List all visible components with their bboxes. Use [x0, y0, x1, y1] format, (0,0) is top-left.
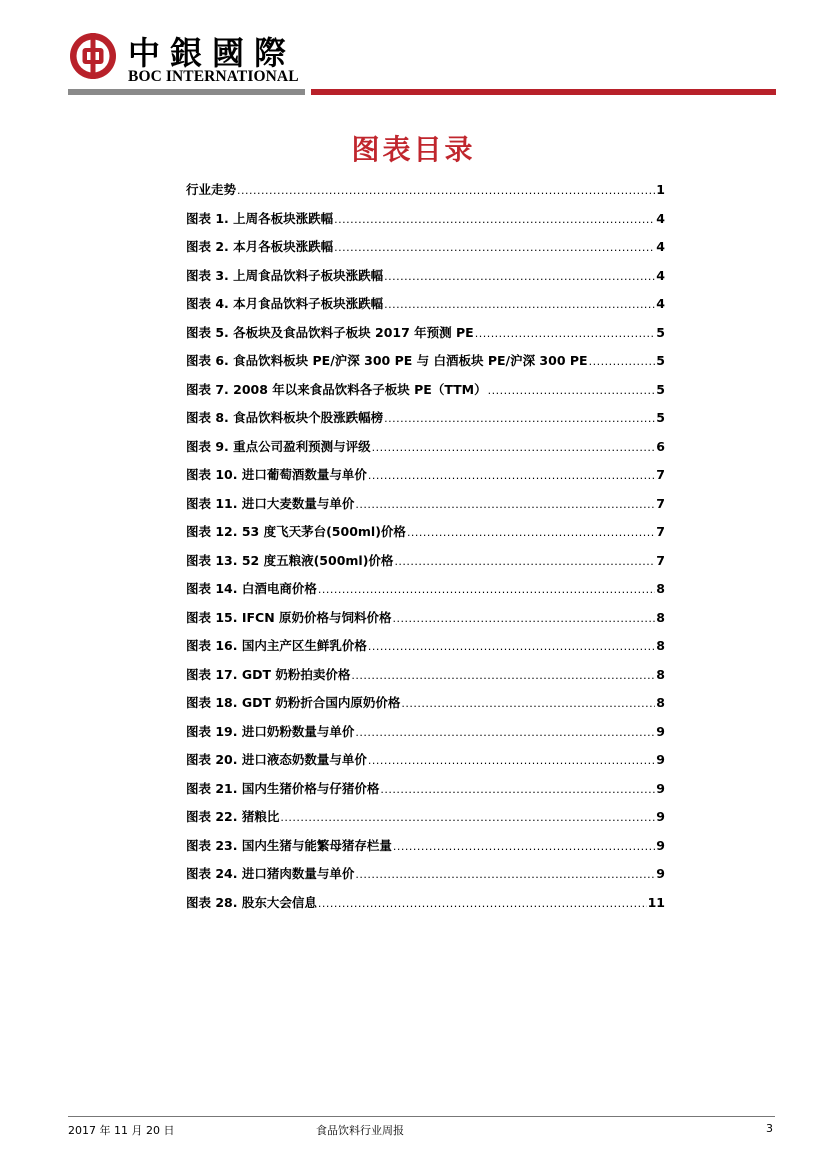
toc-dot-leader [318, 583, 655, 596]
toc-dot-leader [280, 811, 655, 824]
toc-entry[interactable] [186, 665, 665, 694]
toc-dot-leader [475, 327, 656, 340]
toc-entry-page: 6 [656, 438, 665, 454]
toc-dot-leader [401, 697, 655, 710]
toc-entry-page: 9 [656, 780, 665, 796]
toc-entry-page: 5 [656, 381, 665, 397]
toc-entry-label: 图表 14. 白酒电商价格 [186, 581, 317, 596]
toc-entry-label: 图表 5. 各板块及食品饮料子板块 2017 年预测 PE [186, 324, 474, 340]
page-title: 图表目录 [351, 133, 476, 166]
toc-entry[interactable] [186, 294, 665, 323]
toc-entry-label: 图表 21. 国内生猪价格与仔猪价格 [186, 780, 380, 796]
toc-entry[interactable] [186, 209, 665, 238]
toc-entry[interactable] [186, 836, 665, 865]
toc-entry-page: 8 [656, 581, 665, 596]
toc-dot-leader [384, 298, 655, 311]
footer-report-name: 食品饮料行业周报 [316, 1124, 404, 1137]
toc-entry-page: 9 [656, 752, 665, 767]
toc-entry[interactable] [186, 893, 665, 922]
footer-page-number: 3 [766, 1122, 773, 1135]
toc-entry-label: 图表 10. 进口葡萄酒数量与单价 [186, 467, 367, 482]
logo-chinese-name: 中銀國際 [128, 34, 297, 72]
toc-entry[interactable] [186, 323, 665, 352]
header-rule-grey [68, 89, 305, 95]
toc-entry[interactable] [186, 807, 665, 836]
toc-entry[interactable] [186, 750, 665, 779]
toc-dot-leader [384, 270, 655, 283]
toc-dot-leader [368, 469, 655, 482]
footer-date: 2017 年 11 月 20 日 [68, 1124, 175, 1137]
toc-dot-leader [407, 526, 655, 539]
toc-entry[interactable] [186, 722, 665, 751]
toc-dot-leader [393, 612, 656, 625]
toc-entry[interactable] [186, 693, 665, 722]
toc-entry-page: 7 [656, 467, 665, 482]
toc-entry-label: 图表 28. 股东大会信息 [186, 894, 317, 910]
toc-dot-leader [351, 669, 655, 682]
toc-dot-leader [355, 868, 655, 881]
toc-dot-leader [380, 783, 655, 796]
toc-dot-leader [384, 412, 655, 425]
toc-entry[interactable] [186, 180, 665, 209]
toc-dot-leader [368, 754, 655, 767]
toc-entry-label: 图表 7. 2008 年以来食品饮料各子板块 PE（TTM） [186, 381, 487, 397]
toc-entry-page: 4 [656, 210, 665, 226]
toc-entry-label: 图表 12. 53 度飞天茅台(500ml)价格 [186, 524, 406, 539]
toc-dot-leader [318, 897, 647, 910]
toc-entry[interactable] [186, 551, 665, 580]
toc-entry-label: 图表 24. 进口猪肉数量与单价 [186, 866, 355, 881]
toc-entry[interactable] [186, 351, 665, 380]
toc-entry-page: 4 [656, 239, 665, 254]
toc-entry[interactable] [186, 608, 665, 637]
boc-logo [68, 28, 304, 86]
toc-dot-leader [334, 241, 655, 254]
toc-entry-page: 4 [656, 267, 665, 283]
toc-entry-label: 图表 20. 进口液态奶数量与单价 [186, 752, 367, 767]
toc-entry-label: 图表 15. IFCN 原奶价格与饲料价格 [186, 609, 392, 625]
toc-entry-label: 图表 19. 进口奶粉数量与单价 [186, 723, 355, 739]
toc-entry-label: 图表 3. 上周食品饮料子板块涨跌幅 [186, 267, 384, 283]
toc-entry[interactable] [186, 579, 665, 608]
toc-entry[interactable] [186, 779, 665, 808]
toc-entry-label: 图表 6. 食品饮料板块 PE/沪深 300 PE 与 白酒板块 PE/沪深 300 PE [186, 353, 588, 368]
toc-dot-leader [589, 355, 656, 368]
toc-dot-leader [237, 184, 655, 197]
toc-entry-page: 7 [656, 495, 665, 511]
toc-entry[interactable] [186, 465, 665, 494]
toc-entry[interactable] [186, 494, 665, 523]
toc-entry-label: 图表 8. 食品饮料板块个股涨跌幅榜 [186, 410, 384, 425]
toc-entry-page: 8 [656, 695, 665, 710]
table-of-figures [186, 180, 665, 921]
toc-entry-page: 5 [656, 410, 665, 425]
toc-entry-page: 4 [656, 296, 665, 311]
toc-entry-page: 9 [656, 837, 665, 853]
toc-dot-leader [355, 498, 655, 511]
toc-entry-page: 8 [656, 609, 665, 625]
toc-dot-leader [394, 555, 655, 568]
toc-dot-leader [355, 726, 655, 739]
toc-dot-leader [334, 213, 655, 226]
toc-entry-label: 行业走势 [186, 182, 237, 197]
toc-entry-page: 7 [656, 552, 665, 568]
toc-entry[interactable] [186, 408, 665, 437]
toc-entry[interactable] [186, 636, 665, 665]
toc-entry-page: 7 [656, 524, 665, 539]
header-rule-red [311, 89, 776, 95]
toc-entry-label: 图表 13. 52 度五粮液(500ml)价格 [186, 552, 394, 568]
toc-entry-page: 8 [656, 638, 665, 653]
toc-entry[interactable] [186, 437, 665, 466]
toc-entry-label: 图表 11. 进口大麦数量与单价 [186, 495, 355, 511]
toc-entry-label: 图表 16. 国内主产区生鲜乳价格 [186, 638, 367, 653]
toc-dot-leader [488, 384, 656, 397]
toc-entry-page: 5 [656, 324, 665, 340]
toc-entry-label: 图表 23. 国内生猪与能繁母猪存栏量 [186, 837, 392, 853]
toc-entry[interactable] [186, 864, 665, 893]
toc-entry[interactable] [186, 266, 665, 295]
toc-entry[interactable] [186, 522, 665, 551]
toc-entry-label: 图表 18. GDT 奶粉折合国内原奶价格 [186, 695, 401, 710]
toc-entry-page: 9 [656, 866, 665, 881]
toc-entry-label: 图表 1. 上周各板块涨跌幅 [186, 210, 334, 226]
footer-rule [68, 1116, 775, 1117]
toc-entry-page: 11 [647, 894, 665, 910]
toc-entry[interactable] [186, 237, 665, 266]
toc-entry[interactable] [186, 380, 665, 409]
toc-entry-label: 图表 22. 猪粮比 [186, 809, 280, 824]
toc-entry-page: 5 [656, 353, 665, 368]
toc-entry-page: 8 [656, 666, 665, 682]
toc-dot-leader [393, 840, 655, 853]
toc-entry-label: 图表 2. 本月各板块涨跌幅 [186, 239, 334, 254]
toc-dot-leader [372, 441, 656, 454]
toc-entry-label: 图表 9. 重点公司盈利预测与评级 [186, 438, 371, 454]
boc-logo-icon [68, 31, 118, 81]
toc-entry-page: 9 [656, 809, 665, 824]
logo-english-name: BOC INTERNATIONAL [128, 68, 299, 85]
toc-entry-page: 1 [656, 182, 665, 197]
toc-entry-page: 9 [656, 723, 665, 739]
toc-entry-label: 图表 4. 本月食品饮料子板块涨跌幅 [186, 296, 384, 311]
toc-entry-label: 图表 17. GDT 奶粉拍卖价格 [186, 666, 351, 682]
toc-dot-leader [368, 640, 655, 653]
